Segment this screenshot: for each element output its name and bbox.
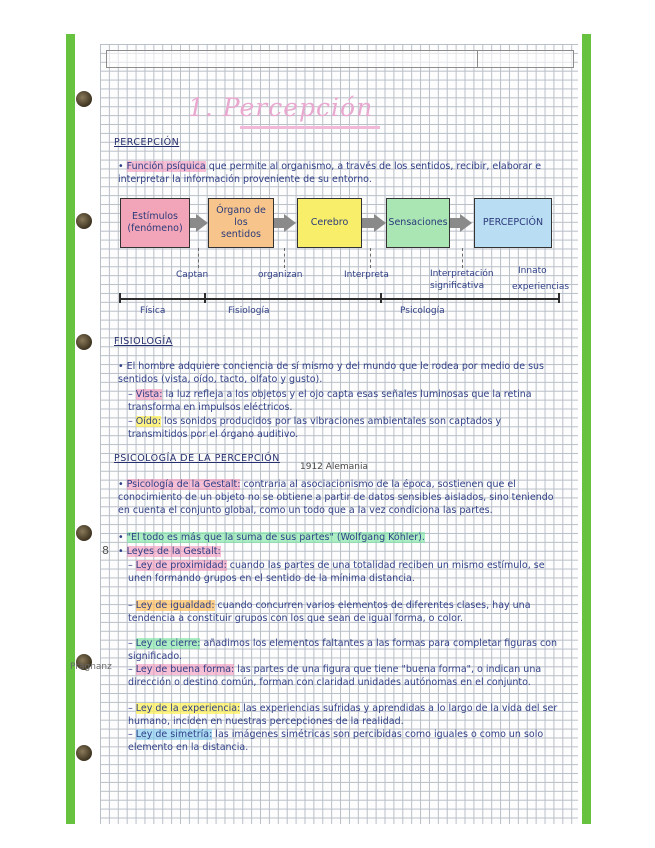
binder-hole <box>76 213 92 229</box>
leyes-heading: • Leyes de la Gestalt: <box>118 546 221 557</box>
axis-tick <box>119 293 121 303</box>
title-underline <box>240 126 380 129</box>
law-igualdad: – Ley de igualdad: cuando concurren varios elementos de diferentes clases, hay una tendencia a constituir grupos con los que sean de igual forma, o color. <box>128 600 531 625</box>
fisiologia-vista: – Vista: la luz refleja a los objetos y el ojo capta esas señales luminosas que la retina transforma en impulsos eléctricos. <box>128 389 532 414</box>
axis-tick <box>558 293 560 303</box>
section-heading-fisiologia: FISIOLOGÍA <box>114 336 173 347</box>
arrow-icon <box>374 214 386 232</box>
page-title: 1. Percepción <box>188 93 374 122</box>
side-note-1912: 1912 Alemania <box>300 462 368 472</box>
margin-number: 8 <box>102 544 109 557</box>
dashed-connector <box>198 248 199 268</box>
diagram-box-cerebro: Cerebro <box>297 198 362 248</box>
definition-text: que permite al organismo, a través de los sentidos, recibir, elaborar e interpretar la información proveniente de su entorno. <box>118 161 542 186</box>
axis-label-psicologia: Psicología <box>400 306 445 316</box>
law-cierre: – Ley de cierre: añadimos los elementos faltantes a las formas para completar figuras con significado. <box>128 638 558 663</box>
header-box <box>106 50 574 68</box>
axis-tick <box>380 293 382 303</box>
law-proximidad: – Ley de proximidad: cuando las partes de una totalidad reciben un mismo estímulo, se unen formando grupos en el sentido de la mínima distancia. <box>128 560 545 585</box>
arrow-icon <box>460 214 472 232</box>
action-experiencias: experiencias <box>512 282 570 292</box>
law-experiencia: – Ley de la experiencia: las experiencias sufridas y aprendidas a lo largo de la vida del ser humano, inciden en nuestras percepciones de la realidad. <box>128 703 558 728</box>
binder-hole <box>76 525 92 541</box>
highlight-quote: "El todo es más que la suma de sus partes" (Wolfgang Köhler). <box>126 532 425 543</box>
action-organizan: organizan <box>258 270 303 280</box>
percepcion-definition: • Función psíquica que permite al organismo, a través de los sentidos, recibir, elaborar e interpretar la información proveniente de su entorno. <box>118 161 542 186</box>
binder-hole <box>76 91 92 107</box>
diagram-box-organo: Órgano de los sentidos <box>208 198 274 248</box>
dashed-connector <box>462 248 463 268</box>
action-interpretacion-significativa: Interpretación significativa <box>430 269 494 291</box>
section-heading-psicologia: PSICOLOGÍA DE LA PERCEPCIÓN <box>114 453 280 464</box>
left-green-margin <box>66 34 75 824</box>
action-innato: Innato <box>518 266 547 276</box>
dashed-connector <box>370 248 371 268</box>
arrow-icon <box>284 214 296 232</box>
law-buena-forma: – Ley de buena forma: las partes de una figura que tiene "buena forma", o indican una dirección o destino común, forman con claridad unidades autónomas en el conjunto. <box>128 664 542 689</box>
highlight-funcion-psiquica: Función psíquica <box>126 161 206 172</box>
axis-label-fisiologia: Fisiología <box>228 306 270 316</box>
law-simetria: – Ley de simetría: las imágenes simétricas son percibidas como iguales o como un solo elemento en la distancia. <box>128 729 544 754</box>
highlight-oido: Oído: <box>135 416 161 427</box>
action-captan: Captan <box>176 270 209 280</box>
right-green-margin <box>582 34 591 824</box>
arrow-icon <box>196 214 208 232</box>
highlight-gestalt: Psicología de la Gestalt: <box>126 479 241 490</box>
dashed-connector <box>284 248 285 268</box>
binder-hole <box>76 745 92 761</box>
axis-label-fisica: Física <box>140 306 166 316</box>
section-heading-percepcion: PERCEPCIÓN <box>114 137 180 148</box>
diagram-box-sensaciones: Sensaciones <box>386 198 450 248</box>
margin-word-pragnanz: Prägnanz <box>70 662 112 672</box>
action-interpreta: Interpreta <box>344 270 389 280</box>
binder-hole <box>76 334 92 350</box>
highlight-vista: Vista: <box>135 389 163 400</box>
axis-tick <box>204 293 206 303</box>
grid-paper-sheet <box>70 44 578 824</box>
gestalt-paragraph: • Psicología de la Gestalt: contraria al asociacionismo de la época, sostienen que el conocimiento de un objeto no se obtiene a partir de datos sensibles aislados, sino teniendo en cuenta el conjunto global, como un todo que a la vez condiciona las partes. <box>118 479 554 517</box>
gestalt-quote: • "El todo es más que la suma de sus partes" (Wolfgang Köhler). <box>118 532 425 543</box>
diagram-box-estimulos: Estímulos (fenómeno) <box>120 198 190 248</box>
fisiologia-intro: • El hombre adquiere conciencia de sí mismo y del mundo que le rodea por medio de sus sentidos (vista, oído, tacto, olfato y gusto). <box>118 361 544 386</box>
diagram-box-percepcion: PERCEPCIÓN <box>474 198 552 248</box>
domain-axis-line <box>119 298 559 300</box>
fisiologia-oido: – Oído: los sonidos producidos por las vibraciones ambientales son captados y transmitidos por el órgano auditivo. <box>128 416 502 441</box>
